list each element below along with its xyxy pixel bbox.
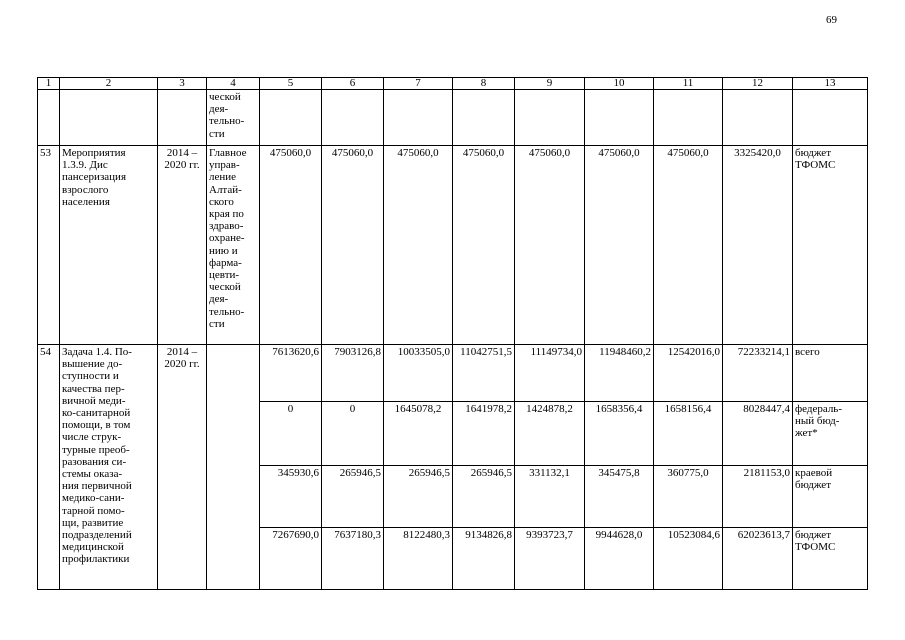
- value-cell: 1658356,4: [585, 402, 654, 466]
- value-cell: 7637180,3: [322, 528, 384, 590]
- col-header: 12: [723, 78, 793, 90]
- value-cell: 8028447,4: [723, 402, 793, 466]
- value-cell: 475060,0: [654, 146, 723, 345]
- value-cell: 345475,8: [585, 466, 654, 528]
- value-cell: 8122480,3: [384, 528, 453, 590]
- funding-source: бюджет ТФОМС: [793, 146, 868, 345]
- col-header: 5: [260, 78, 322, 90]
- value-cell: 10033505,0: [384, 345, 453, 402]
- value-cell: 62023613,7: [723, 528, 793, 590]
- value-cell: 12542016,0: [654, 345, 723, 402]
- col-header: 11: [654, 78, 723, 90]
- period-cell: 2014 – 2020 гг.: [158, 345, 207, 590]
- value-cell: 475060,0: [453, 146, 515, 345]
- col-header: 7: [384, 78, 453, 90]
- value-cell: 475060,0: [585, 146, 654, 345]
- value-cell: 10523084,6: [654, 528, 723, 590]
- page-number: 69: [826, 14, 837, 26]
- col-header: 3: [158, 78, 207, 90]
- value-cell: 2181153,0: [723, 466, 793, 528]
- col-header: 13: [793, 78, 868, 90]
- value-cell: 7613620,6: [260, 345, 322, 402]
- col-header: 2: [60, 78, 158, 90]
- value-cell: 265946,5: [453, 466, 515, 528]
- value-cell: 11948460,2: [585, 345, 654, 402]
- value-cell: 7267690,0: [260, 528, 322, 590]
- row-number: 54: [38, 345, 60, 590]
- value-cell: 475060,0: [384, 146, 453, 345]
- col-header: 10: [585, 78, 654, 90]
- col-header: 9: [515, 78, 585, 90]
- value-cell: 0: [322, 402, 384, 466]
- period-cell: 2014 – 2020 гг.: [158, 146, 207, 345]
- value-cell: 9944628,0: [585, 528, 654, 590]
- value-cell: 1645078,2: [384, 402, 453, 466]
- value-cell: 11149734,0: [515, 345, 585, 402]
- funding-source: краевой бюджет: [793, 466, 868, 528]
- executor-cell: [207, 345, 260, 590]
- executor-cell: Главное управ- ление Алтай- ского края по здраво- охране- нию и фарма- цевти- ческой дея- тельно- сти: [207, 146, 260, 345]
- value-cell: 0: [260, 402, 322, 466]
- task-name: Задача 1.4. По- вышение до- ступности и качества пер- вичной меди- ко-санитарной помощи, в том числе струк- турные преоб- разования си- стемы оказа- ния первичной медико-сани- тарной помо- щи, развитие подразделений медицинской профилактики: [60, 345, 158, 590]
- table-row-continuation: [38, 90, 868, 146]
- activity-name: Мероприятия 1.3.9. Дис пансеризация взрослого населения: [60, 146, 158, 345]
- value-cell: 1658156,4: [654, 402, 723, 466]
- value-cell: 360775,0: [654, 466, 723, 528]
- executor-cell: ческой дея- тельно- сти: [207, 90, 260, 146]
- value-cell: 9134826,8: [453, 528, 515, 590]
- col-header: 8: [453, 78, 515, 90]
- program-table: [37, 77, 868, 590]
- value-cell: 331132,1: [515, 466, 585, 528]
- row-number: 53: [38, 146, 60, 345]
- value-cell: 345930,6: [260, 466, 322, 528]
- value-cell: 72233214,1: [723, 345, 793, 402]
- value-cell: 475060,0: [322, 146, 384, 345]
- value-cell: 9393723,7: [515, 528, 585, 590]
- funding-source: всего: [793, 345, 868, 402]
- value-cell: 475060,0: [515, 146, 585, 345]
- col-header: 6: [322, 78, 384, 90]
- col-header: 4: [207, 78, 260, 90]
- value-cell: 1424878,2: [515, 402, 585, 466]
- table-row-53: [38, 146, 868, 345]
- value-cell: 475060,0: [260, 146, 322, 345]
- value-cell: 265946,5: [384, 466, 453, 528]
- funding-source: бюджет ТФОМС: [793, 528, 868, 590]
- value-cell: 3325420,0: [723, 146, 793, 345]
- col-header: 1: [38, 78, 60, 90]
- header-row: [38, 78, 868, 90]
- value-cell: 265946,5: [322, 466, 384, 528]
- value-cell: 7903126,8: [322, 345, 384, 402]
- value-cell: 1641978,2: [453, 402, 515, 466]
- funding-source: федераль- ный бюд- жет*: [793, 402, 868, 466]
- table-row-54-total: [38, 345, 868, 402]
- value-cell: 11042751,5: [453, 345, 515, 402]
